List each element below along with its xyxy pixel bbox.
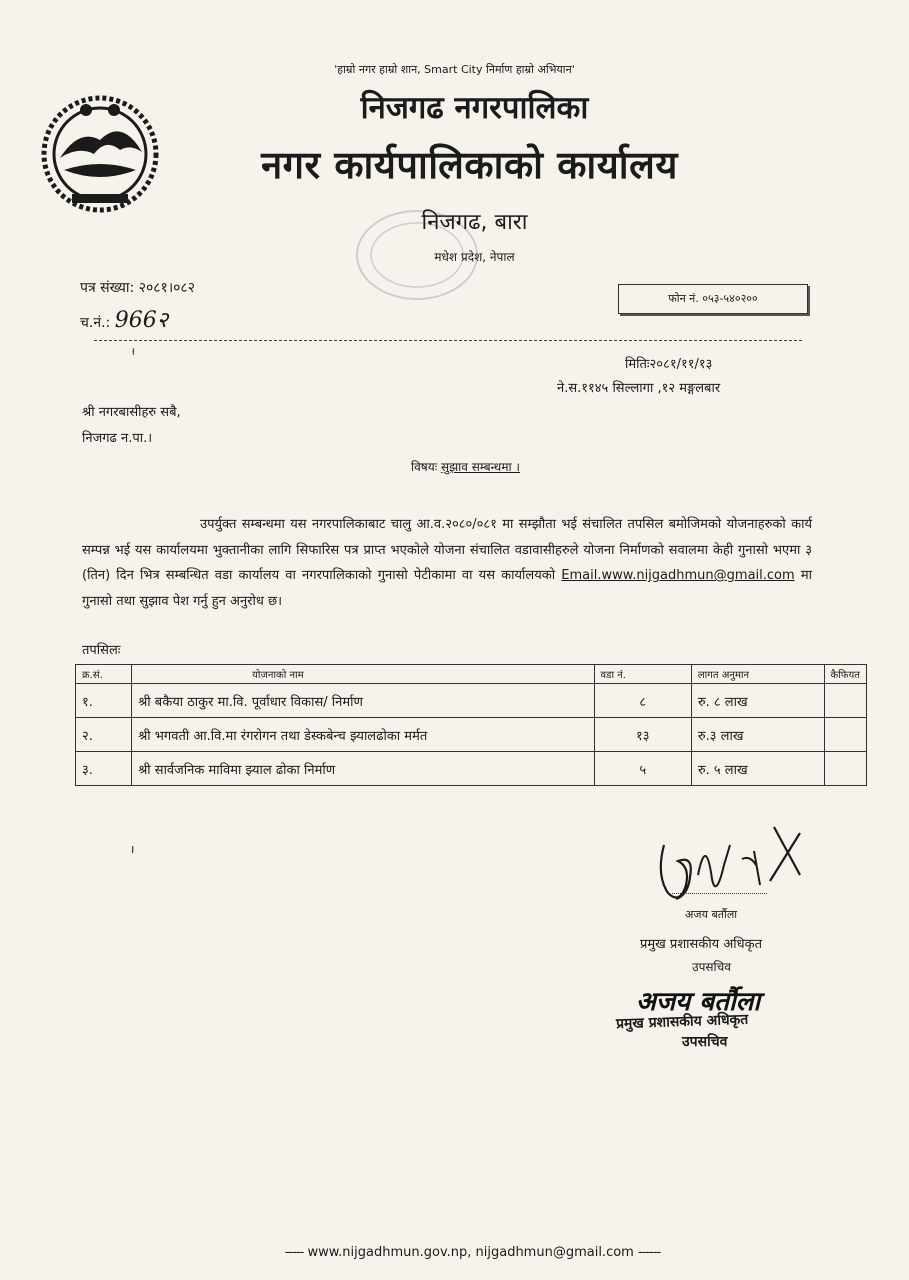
office-name: नगर कार्यपालिकाको कार्यालय: [261, 143, 678, 187]
province-line: मधेश प्रदेश, नेपाल: [434, 250, 515, 264]
project-table: [75, 664, 867, 786]
dispatch-number: [80, 304, 168, 334]
body-text: उपर्युक्त सम्बन्धमा यस नगरपालिकाबाट चालु आ.व.२०८०/०८१ मा सम्झौता भई संचालित तपसिल बमोजिमको योजनाहरुको कार्य सम्पन्न भई यस कार्यालयमा भुक्तानीका लागि सिफारिस पत्र प्राप्त भएकोले योजना संचालित वडावासीहरुले योजना निर्माणको सवालमा केही गुनासो भएमा ३ (तिन) दिन भित्र सम्बन्धित वडा कार्यालय वा नगरपालिकाको गुनासो पेटीकामा वा यस कार्यालयको: [82, 517, 812, 583]
cell-ward: १३: [594, 718, 691, 752]
header-divider: [94, 340, 802, 341]
subject-label: विषयः: [411, 460, 438, 474]
recipient-line-2: निजगढ न.पा.।: [82, 431, 153, 446]
cell-sn: १.: [76, 684, 132, 718]
signatory-name: अजय बर्तौला: [685, 908, 738, 921]
cell-sn: ३.: [76, 752, 132, 786]
footer-prefix: -----: [284, 1245, 304, 1260]
email-link[interactable]: Email.www.nijgadhmun@gmail.com: [561, 568, 795, 583]
cell-remarks: [824, 752, 866, 786]
recipient-line-1: श्री नगरबासीहरु सबै,: [82, 405, 181, 420]
header-ward: वडा नं.: [594, 665, 691, 684]
nepal-sambat-date: ने.स.११४५ सिल्लागा ,१२ मङ्गलबार: [557, 381, 721, 396]
footer-suffix: ------: [637, 1245, 661, 1260]
header-sn: क्र.सं.: [76, 665, 132, 684]
dispatch-number-value: 966२: [114, 308, 169, 333]
header-name: योजनाको नाम: [132, 665, 594, 684]
cell-name: श्री भगवती आ.वि.मा रंगरोगन तथा डेस्कबेन्च झ्यालढोका मर्मत: [132, 718, 594, 752]
body-paragraph: [82, 512, 812, 614]
mark: ł: [132, 348, 135, 358]
letter-number: [80, 278, 195, 297]
signatory-rank: उपसचिव: [692, 960, 731, 974]
stamp-post: प्रमुख प्रशासकीय अधिकृत: [615, 1011, 749, 1033]
table-row: [76, 718, 867, 752]
dispatch-number-label: च.नं.:: [80, 315, 111, 331]
cell-cost: रु.३ लाख: [691, 718, 824, 752]
municipality-name: निजगढ नगरपालिका: [360, 90, 589, 126]
date-line: मितिः२०८१/११/१३: [625, 357, 713, 372]
subject-text: सुझाव सम्बन्धमा ।: [440, 460, 520, 474]
stamp-rank: उपसचिव: [682, 1034, 728, 1050]
cell-remarks: [824, 684, 866, 718]
footer-contact: www.nijgadhmun.gov.np, nijgadhmun@gmail.com: [307, 1245, 634, 1260]
cell-cost: रु. ५ लाख: [691, 752, 824, 786]
cell-sn: २.: [76, 718, 132, 752]
stamp-name: अजय बर्तौला: [636, 987, 761, 1017]
phone-box: फोन नं. ०५३-५४०२००: [618, 284, 808, 314]
details-label: तपसिलः: [82, 643, 121, 658]
letter-number-value: २०८१।०८२: [138, 280, 195, 296]
table-row: [76, 684, 867, 718]
subject-line: [0, 458, 909, 475]
signatory-post: प्रमुख प्रशासकीय अधिकृत: [640, 937, 763, 952]
table-header-row: [76, 665, 867, 684]
slogan: 'हाम्रो नगर हाम्रो शान, Smart City निर्माण हाम्रो अभियान': [334, 63, 575, 76]
cell-ward: ५: [594, 752, 691, 786]
header-remarks: कैफियत: [824, 665, 866, 684]
cell-name: श्री बकैया ठाकुर मा.वि. पूर्वाधार विकास/ निर्माण: [132, 684, 594, 718]
office-location: निजगढ, बारा: [421, 210, 528, 235]
handwritten-signature-icon: [650, 815, 810, 911]
footer: [0, 1245, 909, 1260]
table-row: [76, 752, 867, 786]
cell-remarks: [824, 718, 866, 752]
header-cost: लागत अनुमान: [691, 665, 824, 684]
body-text-end: मा गुनासो तथा सुझाव पेश गर्नु हुन अनुरोध छ।: [82, 568, 812, 609]
letter-number-label: पत्र संख्या:: [80, 280, 135, 296]
cell-cost: रु. ८ लाख: [691, 684, 824, 718]
cell-ward: ८: [594, 684, 691, 718]
stray-mark: ı: [131, 842, 135, 856]
cell-name: श्री सार्वजनिक माविमा झ्याल ढोका निर्माण: [132, 752, 594, 786]
signature-line: [672, 893, 767, 894]
